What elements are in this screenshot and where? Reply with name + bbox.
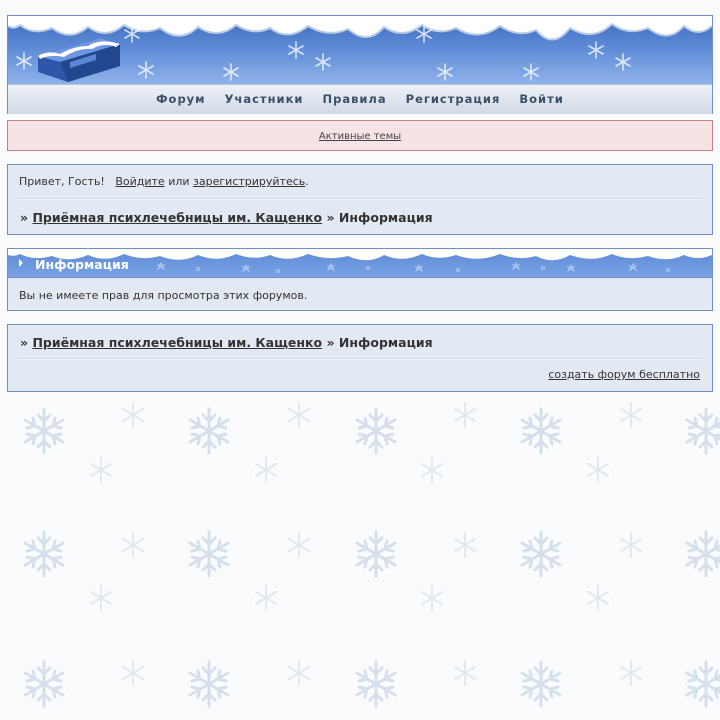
login-link[interactable]: Войдите [115, 175, 165, 188]
nav-item-members[interactable]: Участники [224, 92, 304, 106]
breadcrumb-forum-link[interactable]: Приёмная психлечебницы им. Кащенко [32, 210, 323, 225]
breadcrumb-current: Информация [338, 210, 433, 225]
info-box-title: Информация [35, 257, 129, 272]
breadcrumb-separator: » [20, 335, 29, 350]
nav-item-forum[interactable]: Форум [156, 92, 206, 106]
active-topics-link[interactable]: Активные темы [318, 131, 402, 142]
nav-item-register[interactable]: Регистрация [405, 92, 501, 106]
breadcrumb-forum-link[interactable]: Приёмная психлечебницы им. Кащенко [32, 335, 323, 350]
winter-banner [8, 16, 712, 84]
main-nav [8, 84, 712, 114]
footer-panel [7, 324, 713, 392]
greeting-text: Привет, Гость! [19, 175, 105, 188]
breadcrumb-current: Информация [338, 335, 433, 350]
active-topics-bar [7, 120, 713, 151]
banner-art [8, 16, 712, 84]
breadcrumb-separator: » [20, 210, 29, 225]
info-box-header [8, 249, 712, 278]
breadcrumb-separator: » [326, 210, 335, 225]
info-box [7, 248, 713, 311]
nav-list [149, 85, 571, 114]
divider [18, 198, 702, 200]
register-link[interactable]: зарегистрируйтесь [193, 175, 306, 188]
forum-header [7, 15, 713, 114]
welcome-panel [7, 164, 713, 235]
breadcrumb [20, 210, 433, 225]
or-text: или [168, 175, 190, 188]
greeting-period: . [305, 175, 309, 188]
nav-item-login[interactable]: Войти [519, 92, 564, 106]
create-forum-link[interactable]: создать форум бесплатно [548, 368, 700, 381]
create-forum-line [548, 368, 700, 381]
divider [18, 358, 702, 360]
greeting-line [19, 175, 309, 188]
info-message: Вы не имеете прав для просмотра этих форумов. [19, 289, 308, 302]
forum-logo[interactable] [38, 38, 120, 82]
nav-item-rules[interactable]: Правила [322, 92, 387, 106]
breadcrumb-bottom [20, 335, 433, 350]
breadcrumb-separator: » [326, 335, 335, 350]
header-arrow-icon [19, 259, 23, 267]
